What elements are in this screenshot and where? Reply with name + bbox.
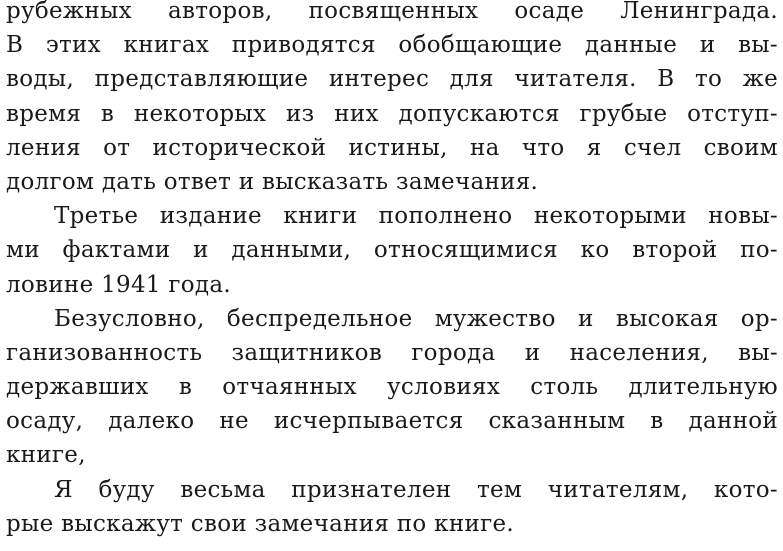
text-line: рубежных авторов, посвященных осаде Ленинграда. bbox=[6, 0, 778, 24]
text-line: ловине 1941 года. bbox=[6, 271, 232, 298]
text-line: ми фактами и данными, относящимися ко второй по- bbox=[6, 237, 778, 264]
text-line: долгом дать ответ и высказать замечания. bbox=[6, 168, 539, 195]
paragraph-3 bbox=[6, 302, 778, 473]
text-line: державших в отчаянных условиях столь длительную bbox=[6, 374, 778, 401]
text-line: ления от исторической истины, на что я счел своим bbox=[6, 134, 778, 161]
text-line: Я буду весьма признателен тем читателям, кото- bbox=[54, 476, 778, 503]
text-line: Безусловно, беспредельное мужество и высокая ор- bbox=[54, 305, 778, 332]
text-line: книге, bbox=[6, 442, 86, 469]
document-page bbox=[6, 0, 778, 541]
paragraph-1 bbox=[6, 0, 778, 199]
text-line: воды, представляющие интерес для читателя. В то же bbox=[6, 66, 778, 93]
paragraph-2 bbox=[6, 199, 778, 302]
text-line: время в некоторых из них допускаются грубые отступ- bbox=[6, 100, 778, 127]
text-line: Третье издание книги пополнено некоторыми новы- bbox=[54, 203, 778, 230]
text-line: рые выскажут свои замечания по книге. bbox=[6, 510, 514, 537]
text-line: осаду, далеко не исчерпывается сказанным в данной bbox=[6, 408, 778, 435]
text-line: ганизованность защитников города и населения, вы- bbox=[6, 339, 778, 366]
text-line: В этих книгах приводятся обобщающие данные и вы- bbox=[6, 32, 778, 59]
paragraph-4 bbox=[6, 473, 778, 541]
